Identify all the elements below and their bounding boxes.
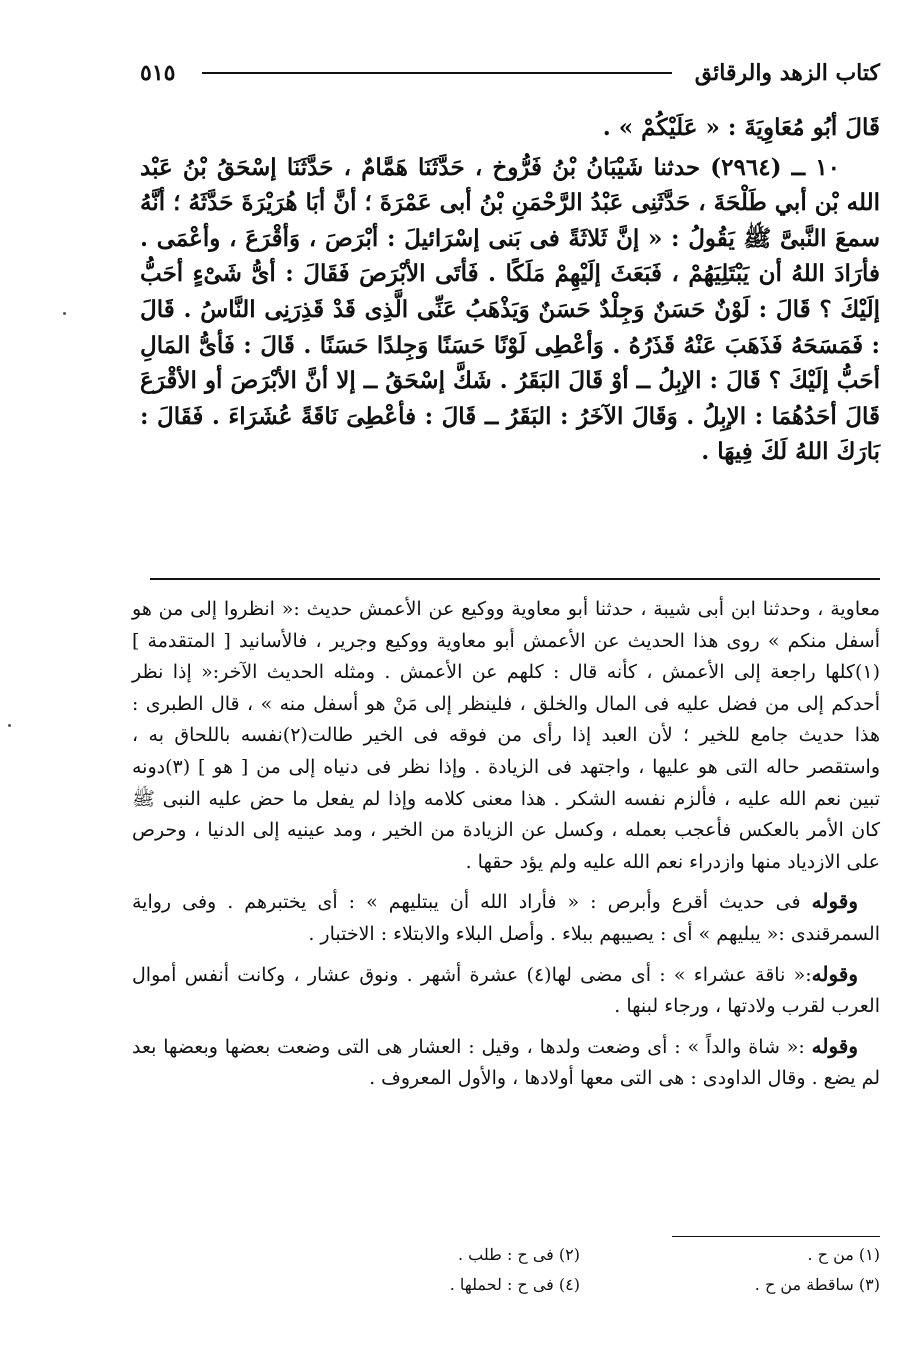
- paragraph-text: فى حديث أقرع وأبرص : « فأراد الله أن يبتليهم » : أى يختبرهم . وفى رواية السمرقندى :« يبليهم » أى : يصيبهم ببلاء . وأصل البلاء والابتلاء : الاختبار .: [132, 891, 880, 945]
- scan-speck: [63, 312, 66, 315]
- footnotes: [370, 1240, 880, 1300]
- commentary-paragraph: [132, 886, 880, 950]
- commentary-block: [132, 594, 880, 1103]
- footnote: (١) من ح .: [807, 1245, 880, 1264]
- commentary-paragraph: معاوية ، وحدثنا ابن أبى شيبة ، حدثنا أبو معاوية ووكيع عن الأعمش حديث :« انظروا إلى من هو أسفل منكم » روى هذا الحديث عن الأعمش أبو معاوية ووكيع وجرير ، فالأسانيد [ المتقدمة ](١)كلها راجعة إلى الأعمش ، كأنه قال : كلهم عن الأعمش . ومثله الحديث الآخر:« إذا نظر أحدكم إلى من فضل عليه فى المال والخلق ، فلينظر إلى مَنْ هو أسفل منه » ، قال الطبرى : هذا حديث جامع للخير ؛ لأن العبد إذا رأى من فوقه فى الخير طالت(٢)نفسه باللحاق به ، واستقصر حاله التى هو عليها ، واجتهد فى الزيادة . وإذا نظر فى دنياه إلى من [ هو ] (٣)دونه تبين نعم الله عليه ، فألزم نفسه الشكر . هذا معنى كلامه وإذا لم يفعل ما حض عليه النبى ﷺ كان الأمر بالعكس فأعجب بعمله ، وكسل عن الزيادة من الخير ، ومد عينيه إلى الدنيا ، وحرص على الازدياد منها وازدراء نعم الله عليه ولم يؤد حقها .: [132, 598, 880, 873]
- paragraph-lead: وقوله: [811, 889, 858, 914]
- hadith-paragraph: ١٠ ــ (٢٩٦٤) حدثنا شَيْبَانُ بْنُ فَرُّوخ ، حَدَّثَنَا هَمَّامٌ ، حَدَّثَنَا إسْحَقُ بْنُ عَبْد الله بْن أبي طَلْحَةَ ، حَدَّثَنِى عَبْدُ الرَّحْمَنِ بْنُ أبى عَمْرَةَ ؛ أنَّ أبَا هُرَيْرَةَ حَدَّثَهُ ؛ أنَّهُ سمعَ النَّبىَّ ﷺ يَقُولُ : « إنَّ ثَلاثَةً فى بَنى إسْرَائيلَ : أبْرَصَ ، وَأقْرَعَ ، وأعْمَى . فأرَادَ اللهُ أن يَبْتَلِيَهُمْ ، فَبَعَثَ إلَيْهِمْ مَلَكًا . فَأتَى الأبْرَصَ فَقَالَ : أىُّ شَىْءٍ أحَبُّ إلَيْكَ ؟ قَالَ : لَوْنٌ حَسَنٌ وَجِلْدٌ حَسَنٌ وَيَذْهَبُ عَنِّى الَّذِى قَدْ قَذِرَنِى النَّاسُ . قَالَ : فَمَسَحَهُ فَذَهَبَ عَنْهُ قَذَرُهُ . وَأعْطِى لَوْنًا حَسَنًا وَجِلدًا حَسَنًا . قَالَ : فَأىُّ المَالِ أحَبُّ إلَيْكَ ؟ قَالَ : الإبِلُ ــ أوْ قَالَ البَقَرُ . شَكَّ إسْحَقُ ــ إلا أنَّ الأبْرَصَ أو الأقْرَعَ قَالَ أحَدُهُمَا : الإبِلُ . وَقَالَ الآخَرُ : البَقَرُ ــ قَالَ : فأعْطِىَ نَاقَةً عُشَرَاءَ . فَقَالَ : بَارَكَ اللهُ لَكَ فِيهَا .: [140, 153, 880, 466]
- paragraph-text: :« شاة والداً » : أى وضعت ولدها ، وقيل : العشار هى التى وضعت بعضها وبعضها بعد لم يضع . وقال الداودى : هى التى معها أولادها ، والأول المعروف .: [132, 1035, 880, 1090]
- paragraph-lead: وقوله: [811, 961, 859, 986]
- running-header: [140, 56, 880, 90]
- footnotes-divider: [672, 1236, 880, 1237]
- footnote-row: [370, 1240, 880, 1270]
- footnote-row: [370, 1270, 880, 1300]
- header-rule: [202, 72, 672, 74]
- narrator-remark: قَالَ أبُو مُعَاوِيَةَ : « عَلَيْكُمْ » .: [602, 114, 880, 141]
- page-number: ٥١٥: [140, 60, 176, 86]
- commentary-divider: [150, 578, 880, 580]
- paragraph-lead: وقوله: [811, 1033, 858, 1058]
- scan-speck: [8, 724, 11, 727]
- footnote: (٣) ساقطة من ح .: [754, 1275, 880, 1294]
- footnote: (٤) فى ح : لحملها .: [449, 1275, 580, 1294]
- hadith-text-block: [140, 110, 880, 470]
- book-title: كتاب الزهد والرقائق: [694, 60, 880, 86]
- paragraph-text: :« ناقة عشراء » : أى مضى لها(٤) عشرة أشهر . ونوق عشار ، وكانت أنفس أموال العرب لقرب ولادتها ، ورجاء لبنها .: [132, 963, 880, 1018]
- footnote: (٢) فى ح : طلب .: [457, 1245, 580, 1264]
- commentary-paragraph: [132, 959, 880, 1023]
- commentary-paragraph: [132, 1031, 880, 1095]
